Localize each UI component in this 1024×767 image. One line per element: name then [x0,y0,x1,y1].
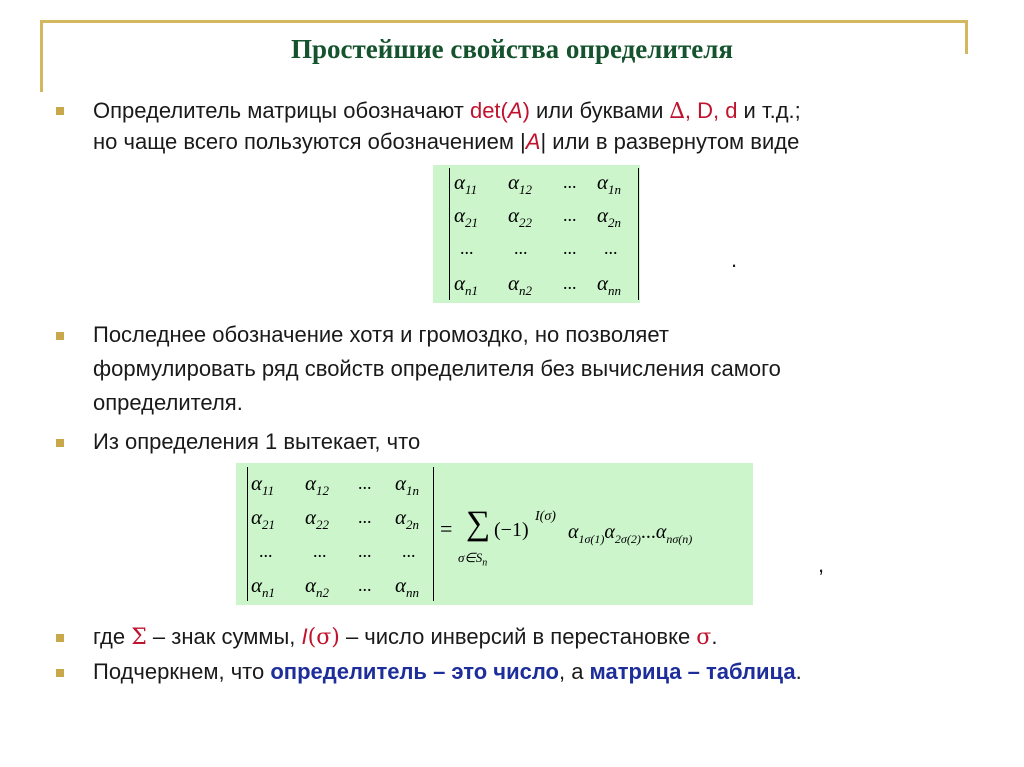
minus-one: (−1) [494,519,529,541]
bullet-2-line-1: Последнее обозначение хотя и громоздко, но позволяет [93,322,669,347]
matrix-2-dots: ... [358,473,372,493]
bullet-marker [56,439,64,447]
matrix-1-cell: $\alpha_{nn}$ [597,271,622,299]
bullet-marker [56,669,64,677]
matrix-1-dots: ... [563,205,577,225]
bullet-2-line-2: формулировать ряд свойств определителя без вычисления самого [93,356,781,381]
matrix-1-cell: $\alpha_{12}$ [508,170,533,198]
matrix-2-dots: ... [358,541,372,561]
text-span: Определитель матрицы обозначают [93,98,470,123]
matrix-1-dots: ... [563,273,577,293]
matrix-1-dots: ... [563,238,577,258]
matrix-1-dots: ... [514,238,528,258]
matrix-1-period: . [731,247,738,272]
matrix-1-cell: $\alpha_{11}$ [454,170,478,198]
matrix-1-cell: $\alpha_{n1}$ [454,271,479,299]
bullet-marker [56,332,64,340]
matrix-1-dots: ... [460,238,474,258]
matrix-2-cell: $\alpha_{1n}$ [395,471,420,499]
bullet-marker [56,634,64,642]
formula-comma: , [818,552,825,577]
equals-sign: = [440,516,453,541]
highlight-determinant: определитель – это число [270,659,559,684]
matrix-2-dots: ... [402,541,416,561]
bullet-5-text: Подчеркнем, что определитель – это число, а матрица – таблица. [93,659,802,684]
matrix-1-dots: ... [604,238,618,258]
matrix-2-cell: $\alpha_{21}$ [251,505,276,533]
matrix-2-dots: ... [358,575,372,595]
matrix-2-cell: $\alpha_{n1}$ [251,573,276,601]
bullet-1-line-2: но чаще всего пользуются обозначением |A| или в развернутом виде [93,129,800,154]
text-span: или буквами [529,98,670,123]
matrix-1-cell: $\alpha_{22}$ [508,203,533,231]
matrix-2-dots: ... [358,507,372,527]
matrix-2-dots: ... [259,541,273,561]
bullet-3-text: Из определения 1 вытекает, что [93,429,421,454]
frame-top-line [40,20,968,23]
abs-a: A [525,129,541,154]
sigma-symbol: Σ [131,625,147,650]
inversion-i: I [301,624,308,649]
sum-subscript: $\sigma\in S_n$ [458,550,488,569]
matrix-2-cell: $\alpha_{22}$ [305,505,330,533]
matrix-1-cell: $\alpha_{1n}$ [597,170,622,198]
letters-d: , D, d [684,98,738,123]
matrix-2-cell: $\alpha_{n2}$ [305,573,330,601]
sigma-symbol: σ [696,625,712,650]
matrix-1-dots: ... [563,172,577,192]
matrix-2-cell: $\alpha_{2n}$ [395,505,420,533]
matrix-2-cell: $\alpha_{11}$ [251,471,275,499]
bullet-2-line-3: определителя. [93,390,243,415]
bullet-1-line-1 [93,94,801,128]
bullet-marker [56,107,64,115]
text-span: и т.д.; [737,98,801,123]
matrix-1-cell: $\alpha_{21}$ [454,203,479,231]
matrix-1-cell: $\alpha_{n2}$ [508,271,533,299]
matrix-2-cell: $\alpha_{12}$ [305,471,330,499]
product-terms: $\alpha_{1\sigma(1)}\alpha_{2\sigma(2)}...\alpha_{n\sigma(n)}$ [568,521,693,546]
matrix-2-dots: ... [313,541,327,561]
slide-title: Простейшие свойства определителя [291,34,733,64]
matrix-1-cell: $\alpha_{2n}$ [597,203,622,231]
sum-symbol: ∑ [466,505,491,542]
inversion-exponent: I(σ) [535,509,556,524]
det-notation: det(A) [469,98,530,123]
bullet-4-text: где Σ – знак суммы, I(σ) – число инверсий в перестановке σ. [93,624,718,650]
highlight-matrix: матрица – таблица [589,659,796,684]
delta-symbol: ∆ [669,99,685,124]
sigma-paren: (σ) [307,625,340,650]
matrix-2-cell: $\alpha_{nn}$ [395,573,420,601]
